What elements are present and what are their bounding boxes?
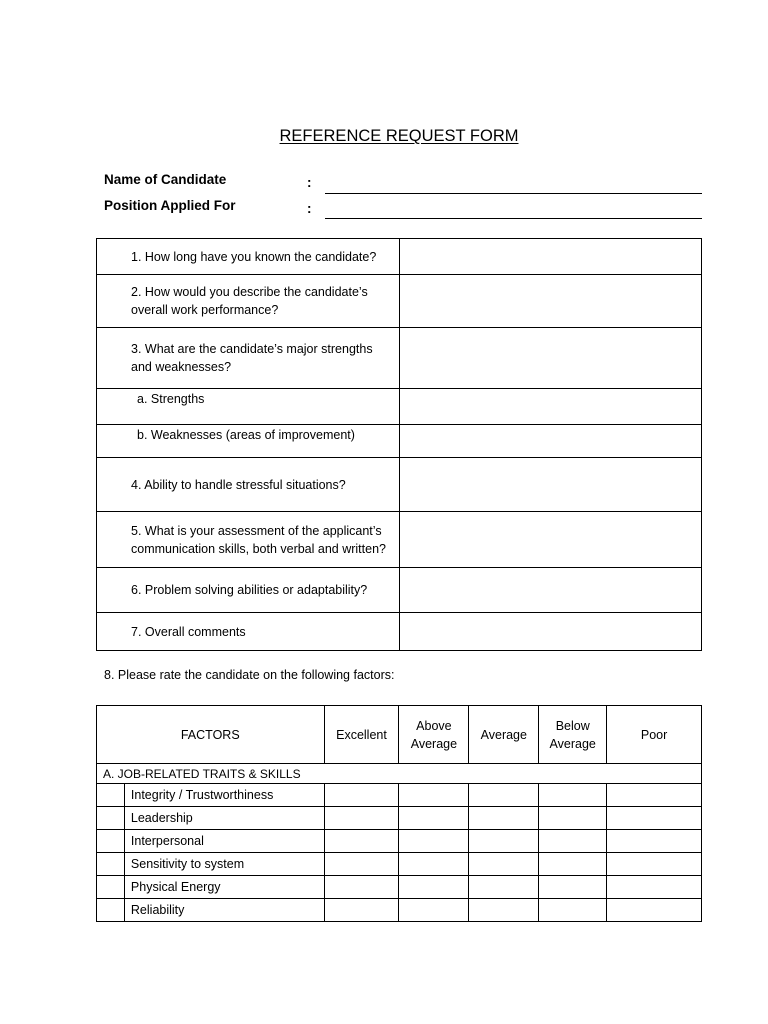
question-label: 5. What is your assessment of the applicant’s communication skills, both verbal and written?: [97, 512, 400, 568]
section-label: A. JOB-RELATED TRAITS & SKILLS: [97, 764, 702, 784]
factor-row: [97, 899, 702, 922]
question-row: [97, 568, 702, 613]
rating-cell[interactable]: [399, 830, 469, 853]
question-row: [97, 275, 702, 328]
question-label: 6. Problem solving abilities or adaptability?: [97, 568, 400, 613]
question-row: [97, 613, 702, 651]
rating-cell[interactable]: [399, 807, 469, 830]
rating-cell[interactable]: [469, 784, 539, 807]
row-marker-cell: [97, 830, 125, 853]
factor-label: Sensitivity to system: [124, 853, 324, 876]
name-colon: :: [307, 175, 312, 190]
column-header-factors: FACTORS: [97, 706, 325, 764]
row-marker-cell: [97, 876, 125, 899]
rating-cell[interactable]: [324, 830, 399, 853]
rating-cell[interactable]: [539, 853, 607, 876]
factor-row: [97, 830, 702, 853]
rating-cell[interactable]: [539, 899, 607, 922]
column-header-excellent: Excellent: [324, 706, 399, 764]
answer-cell[interactable]: [399, 568, 701, 613]
question-row: [97, 328, 702, 389]
question-label: 2. How would you describe the candidate’s overall work performance?: [97, 275, 400, 328]
rating-cell[interactable]: [469, 853, 539, 876]
rating-cell[interactable]: [324, 899, 399, 922]
answer-cell[interactable]: [399, 613, 701, 651]
rating-cell[interactable]: [539, 784, 607, 807]
rating-cell[interactable]: [539, 876, 607, 899]
question-label: 7. Overall comments: [97, 613, 400, 651]
question-label: a. Strengths: [97, 389, 400, 425]
factor-row: [97, 807, 702, 830]
rating-cell[interactable]: [469, 807, 539, 830]
column-header-above-average: Above Average: [399, 706, 469, 764]
questions-table: [96, 238, 702, 651]
column-header-poor: Poor: [607, 706, 702, 764]
rating-cell[interactable]: [607, 853, 702, 876]
rating-cell[interactable]: [399, 853, 469, 876]
question-label: 4. Ability to handle stressful situations?: [97, 458, 400, 512]
question-row: [97, 389, 702, 425]
form-title: REFERENCE REQUEST FORM: [279, 127, 519, 145]
question-row: [97, 458, 702, 512]
name-of-candidate-field[interactable]: [325, 193, 702, 194]
factor-label: Integrity / Trustworthiness: [124, 784, 324, 807]
question-row: [97, 512, 702, 568]
rating-cell[interactable]: [469, 830, 539, 853]
rating-cell[interactable]: [607, 876, 702, 899]
column-header-average: Average: [469, 706, 539, 764]
question-label: 3. What are the candidate’s major strengths and weaknesses?: [97, 328, 400, 389]
position-applied-for-field[interactable]: [325, 218, 702, 219]
answer-cell[interactable]: [399, 458, 701, 512]
rating-cell[interactable]: [399, 899, 469, 922]
rating-cell[interactable]: [469, 899, 539, 922]
answer-cell[interactable]: [399, 275, 701, 328]
question-row: [97, 239, 702, 275]
rating-cell[interactable]: [607, 784, 702, 807]
rating-cell[interactable]: [607, 899, 702, 922]
name-of-candidate-label: Name of Candidate: [104, 172, 227, 187]
rating-cell[interactable]: [324, 807, 399, 830]
factor-row: [97, 784, 702, 807]
answer-cell[interactable]: [399, 512, 701, 568]
row-marker-cell: [97, 899, 125, 922]
rating-cell[interactable]: [324, 853, 399, 876]
rating-cell[interactable]: [324, 876, 399, 899]
rating-cell[interactable]: [469, 876, 539, 899]
factor-label: Leadership: [124, 807, 324, 830]
factor-label: Reliability: [124, 899, 324, 922]
row-marker-cell: [97, 807, 125, 830]
answer-cell[interactable]: [399, 328, 701, 389]
answer-cell[interactable]: [399, 239, 701, 275]
rating-cell[interactable]: [399, 784, 469, 807]
row-marker-cell: [97, 784, 125, 807]
column-header-below-average: Below Average: [539, 706, 607, 764]
answer-cell[interactable]: [399, 425, 701, 458]
row-marker-cell: [97, 853, 125, 876]
rating-cell[interactable]: [324, 784, 399, 807]
factor-row: [97, 853, 702, 876]
rating-prompt: 8. Please rate the candidate on the following factors:: [104, 668, 395, 682]
question-label: 1. How long have you known the candidate?: [97, 239, 400, 275]
rating-table: [96, 705, 702, 922]
rating-cell[interactable]: [607, 807, 702, 830]
rating-cell[interactable]: [539, 807, 607, 830]
position-applied-for-label: Position Applied For: [104, 198, 236, 213]
rating-cell[interactable]: [607, 830, 702, 853]
rating-header-row: [97, 706, 702, 764]
position-colon: :: [307, 201, 312, 216]
factor-row: [97, 876, 702, 899]
rating-cell[interactable]: [399, 876, 469, 899]
section-row: [97, 764, 702, 784]
question-label: b. Weaknesses (areas of improvement): [97, 425, 400, 458]
answer-cell[interactable]: [399, 389, 701, 425]
question-row: [97, 425, 702, 458]
factor-label: Interpersonal: [124, 830, 324, 853]
factor-label: Physical Energy: [124, 876, 324, 899]
rating-cell[interactable]: [539, 830, 607, 853]
